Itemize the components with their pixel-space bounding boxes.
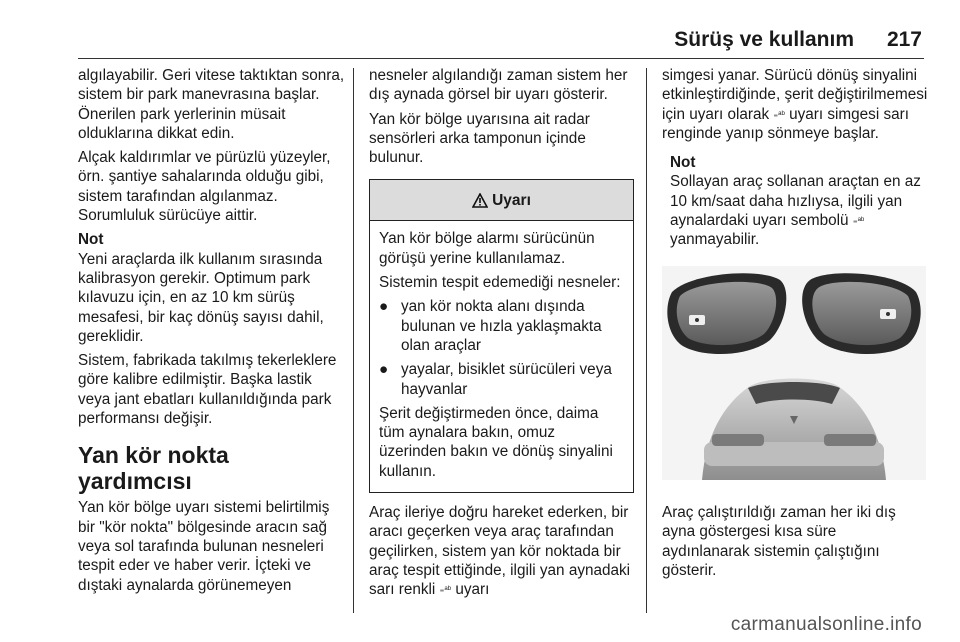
list-item bbox=[379, 297, 624, 355]
paragraph: Sistem, fabrikada takılmış tekerleklere göre kalibre edilmiştir. Başka lastik veya jant ebatları kullanıldığında park performansı değişir. bbox=[78, 352, 337, 428]
note-text-part: Sollayan araç sollanan araçtan en az 10 km/saat daha hızlıysa, ilgili yan aynalardaki uyarı sembolü bbox=[670, 173, 921, 230]
list-item-text: yan kör nokta alanı dışında bulunan ve hızla yaklaşmakta olan araçlar bbox=[401, 298, 602, 354]
paragraph: Araç çalıştırıldığı zaman her iki dış ayna göstergesi kısa süre aydınlanarak sistemin çalıştığını gösterir. bbox=[662, 503, 896, 579]
page-number: 217 bbox=[886, 28, 922, 51]
note-text bbox=[670, 172, 928, 249]
paragraph: algılayabilir. Geri vitese taktıktan sonra, sistem bir park manevrasına başlar. Önerilen park yerlerinin müsait olduklarına dikkat edin. bbox=[78, 67, 345, 142]
warning-box bbox=[369, 179, 634, 493]
column-right bbox=[662, 66, 928, 585]
blind-spot-warning-icon: ₌ᵃᵇ bbox=[773, 108, 785, 119]
warning-body bbox=[370, 221, 633, 492]
note-label: Not bbox=[78, 231, 104, 249]
watermark: carmanualsonline.info bbox=[730, 614, 922, 635]
paragraph: nesneler algılandığı zaman sistem her dış aynada görsel bir uyarı gösterir. bbox=[369, 67, 628, 104]
paragraph bbox=[662, 66, 928, 143]
column-divider bbox=[646, 68, 647, 613]
note bbox=[670, 153, 928, 249]
paragraph: Sistemin tespit edemediği nesneler: bbox=[379, 274, 621, 292]
paragraph: Şerit değiştirmeden önce, daima tüm aynalara bakın, omuz üzerinden bakın ve dönüş sinyalini kullanın. bbox=[379, 404, 613, 480]
list-item bbox=[379, 360, 624, 399]
section-title: Sürüş ve kullanım bbox=[674, 28, 854, 51]
section-heading: Yan kör nokta yardımcısı bbox=[78, 442, 229, 495]
paragraph: Yan kör bölge uyarısına ait radar sensörleri arka tamponun içinde bulunur. bbox=[369, 110, 590, 167]
note-label: Not bbox=[670, 154, 696, 172]
mirror-indicator-illustration bbox=[662, 266, 926, 480]
bullet-icon: ● bbox=[379, 298, 389, 316]
note-text-part: yanmayabilir. bbox=[670, 231, 760, 249]
column-left bbox=[78, 66, 346, 600]
paragraph-text: uyarı bbox=[455, 581, 490, 599]
header-divider bbox=[78, 58, 924, 59]
blind-spot-warning-icon: ₌ᵃᵇ bbox=[852, 215, 865, 226]
paragraph: Yan kör bölge uyarı sistemi belirtilmiş bir "kör nokta" bölgesinde aracın sağ veya sol tarafında bulunan nesneleri tespit eder ve haber verir. İçteki ve dıştaki aynalarda görünemeyen bbox=[78, 499, 330, 594]
page-header bbox=[0, 22, 960, 62]
list-item-text: yayalar, bisiklet sürücüleri veya hayvanlar bbox=[401, 361, 612, 398]
column-divider bbox=[353, 68, 354, 613]
note-text: Yeni araçlarda ilk kullanım sırasında kalibrasyon gerekir. Optimum park kılavuzu için, en az 10 km sürüş mesafesi, bir kaç dönüş sayısı dahil, gereklidir. bbox=[78, 250, 324, 345]
paragraph: Yan kör bölge alarmı sürücünün görüşü yerine kullanılamaz. bbox=[379, 230, 595, 267]
note bbox=[78, 230, 346, 346]
column-middle bbox=[369, 66, 634, 605]
bullet-icon: ● bbox=[379, 361, 389, 379]
paragraph bbox=[369, 503, 634, 599]
paragraph-text: Araç ileriye doğru hareket ederken, bir aracı geçerken veya araç tarafından geçilirken, sistem yan kör noktada bir araç tespit ettiğinde, ilgili yan aynadaki sarı renkli bbox=[369, 504, 631, 599]
warning-header bbox=[370, 180, 633, 221]
warning-triangle-icon bbox=[472, 193, 488, 208]
warning-title: Uyarı bbox=[492, 191, 531, 209]
blind-spot-warning-icon: ₌ᵃᵇ bbox=[439, 584, 452, 595]
paragraph-text: simgesi yanar. Sürücü dönüş sinyalini etkinleştirdiğinde, şerit değiştirilmemesi için uyarı olarak bbox=[662, 67, 928, 123]
paragraph-text: uyarı simgesi sarı renginde yanıp sönmeye başlar. bbox=[662, 105, 909, 142]
paragraph: Alçak kaldırımlar ve pürüzlü yüzeyler, örn. şantiye sahalarında olduğu gibi, sistem tarafından algılanmaz. Sorumluluk sürücüye aittir. bbox=[78, 149, 331, 225]
